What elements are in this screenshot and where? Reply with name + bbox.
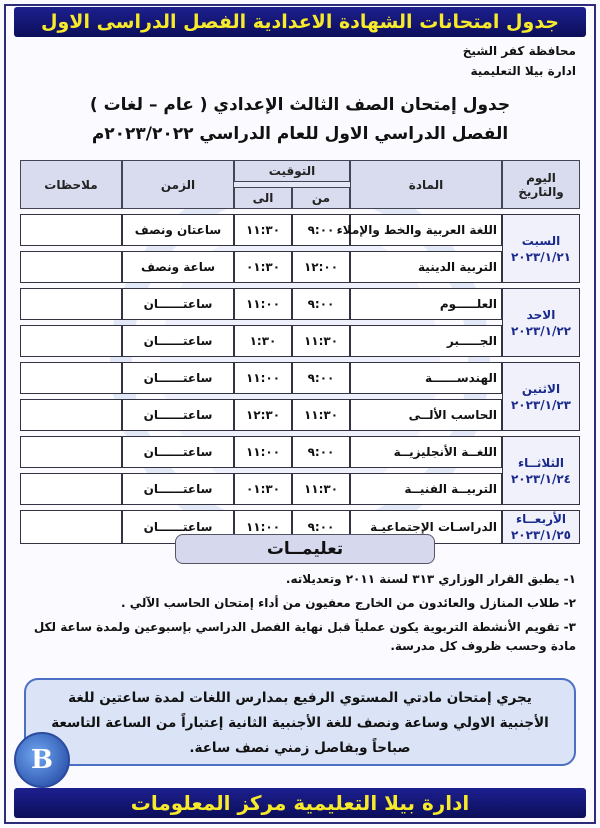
administration-label: ادارة بيلا التعليمية (470, 64, 576, 78)
page-subtitle: الفصل الدراسي الاول للعام الدراسي ٢٠٢٣/٢٠٢٢م (91, 124, 509, 144)
end-time-cell: ١١:٠٠ (234, 288, 292, 320)
subject-cell: اللغــة الأنجليزيــة (350, 436, 502, 468)
notes-cell (20, 399, 122, 431)
duration-cell: ساعتــــــان (122, 436, 234, 468)
day-date-cell (502, 288, 580, 357)
table-row (20, 473, 580, 505)
header-duration: الزمن (122, 160, 234, 209)
header-timing: التوقيت (234, 160, 350, 182)
start-time-cell: ٩:٠٠ (292, 510, 350, 544)
table-row (20, 399, 580, 431)
notes-cell (20, 362, 122, 394)
notes-cell (20, 510, 122, 544)
instruction-item: ١- يطبق القرار الوزاري ٣١٣ لسنة ٢٠١١ وتعديلاته. (285, 572, 576, 586)
table-row (20, 288, 580, 320)
notes-cell (20, 473, 122, 505)
exam-date: ٢٠٢٣/١/٢٢ (510, 323, 572, 338)
end-time-cell: ١١:٠٠ (234, 436, 292, 468)
day-date-cell (502, 436, 580, 505)
page-title: جدول إمتحان الصف الثالث الإعدادي ( عام – لغات ) (89, 95, 511, 115)
table-row (20, 251, 580, 283)
start-time-cell: ١١:٣٠ (292, 399, 350, 431)
end-time-cell: ٠١:٣٠ (234, 473, 292, 505)
day-name: الاثنين (521, 381, 561, 396)
exam-date: ٢٠٢٣/١/٢١ (510, 249, 572, 264)
duration-cell: ساعتــــــان (122, 362, 234, 394)
end-time-cell: ١:٣٠ (234, 325, 292, 357)
end-time-cell: ٠١:٣٠ (234, 251, 292, 283)
start-time-cell: ٩:٠٠ (292, 214, 350, 246)
subject-cell: التربيــة الفنيــة (350, 473, 502, 505)
top-banner: جدول امتحانات الشهادة الاعدادية الفصل الدراسى الاول (14, 7, 586, 37)
day-name: السبت (521, 233, 561, 248)
end-time-cell: ١١:٣٠ (234, 214, 292, 246)
exam-schedule-table (20, 155, 580, 549)
day-date-cell (502, 510, 580, 544)
end-time-cell: ١٢:٣٠ (234, 399, 292, 431)
schedule-body (20, 214, 580, 544)
start-time-cell: ١١:٣٠ (292, 473, 350, 505)
end-time-cell: ١١:٠٠ (234, 362, 292, 394)
subject-cell: الدراسـات الإجتماعيـة (350, 510, 502, 544)
header-notes: ملاحظات (20, 160, 122, 209)
notes-cell (20, 288, 122, 320)
table-row (20, 362, 580, 394)
duration-cell: ساعتــــــان (122, 399, 234, 431)
header-from: من (292, 187, 350, 209)
table-row (20, 436, 580, 468)
end-time-cell: ١١:٠٠ (234, 510, 292, 544)
day-date-cell (502, 214, 580, 283)
start-time-cell: ١١:٣٠ (292, 325, 350, 357)
subject-cell: الحاسب الألــى (350, 399, 502, 431)
exam-date: ٢٠٢٣/١/٢٣ (510, 397, 572, 412)
duration-cell: ساعتــــــان (122, 288, 234, 320)
subject-cell: اللغة العربية والخط والإملاء (350, 214, 502, 246)
day-name: الثلاثــاء (518, 455, 564, 470)
duration-cell: ساعتــــــان (122, 510, 234, 544)
table-row (20, 214, 580, 246)
start-time-cell: ٩:٠٠ (292, 288, 350, 320)
notes-cell (20, 214, 122, 246)
subject-cell: العلـــــوم (350, 288, 502, 320)
bottom-banner: ادارة بيلا التعليمية مركز المعلومات (14, 788, 586, 818)
table-row (20, 325, 580, 357)
subject-cell: الهندســــــة (350, 362, 502, 394)
bella-education-logo-icon: B (14, 732, 70, 788)
notes-cell (20, 325, 122, 357)
start-time-cell: ٩:٠٠ (292, 362, 350, 394)
instructions-list (24, 570, 576, 661)
day-date-cell (502, 362, 580, 431)
day-name: الأربعــاء (515, 512, 567, 526)
table-header-row (20, 160, 580, 182)
language-schools-note: يجري إمتحان مادتي المستوي الرفيع بمدارس اللغات لمدة ساعتين للغة الأجنبية الاولي وساعة ونصف للغة الأجنبية الثانية إعتباراً من الساعة التاسعة صباحاً وبفاصل زمني نصف ساعة. (24, 678, 576, 766)
exam-date: ٢٠٢٣/١/٢٥ (510, 528, 572, 542)
header-to: الى (234, 187, 292, 209)
subject-cell: التربية الدينية (350, 251, 502, 283)
duration-cell: ساعتان ونصف (122, 214, 234, 246)
instructions-title: تعليمــات (175, 534, 435, 564)
instruction-item: ٣- تقويم الأنشطة التربوية يكون عملياً قبل نهاية الفصل الدراسي بإسبوعين ولمدة ساعة لكل مادة وحسب ظروف كل مدرسة. (33, 620, 576, 653)
notes-cell (20, 436, 122, 468)
start-time-cell: ٩:٠٠ (292, 436, 350, 468)
duration-cell: ساعتــــــان (122, 473, 234, 505)
exam-date: ٢٠٢٣/١/٢٤ (510, 471, 572, 486)
header-day: اليوم والتاريخ (502, 160, 580, 209)
instruction-item: ٢- طلاب المنازل والعائدون من الخارج معفيون من أداء إمتحان الحاسب الآلي . (121, 596, 576, 610)
subject-cell: الجـــــبر (350, 325, 502, 357)
duration-cell: ساعتــــــان (122, 325, 234, 357)
day-name: الاحد (526, 307, 556, 322)
header-subject: المادة (350, 160, 502, 209)
duration-cell: ساعة ونصف (122, 251, 234, 283)
start-time-cell: ١٢:٠٠ (292, 251, 350, 283)
governorate-label: محافظة كفر الشيخ (462, 44, 576, 58)
notes-cell (20, 251, 122, 283)
